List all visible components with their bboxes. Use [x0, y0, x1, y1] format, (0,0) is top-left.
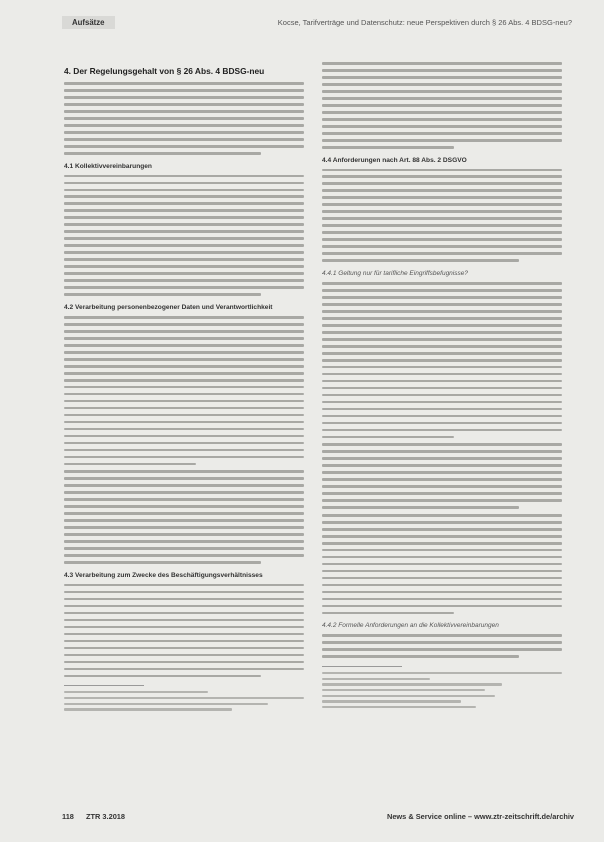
paragraph	[64, 584, 304, 677]
page-footer	[62, 812, 574, 821]
footnotes	[64, 691, 304, 710]
section-heading: 4. Der Regelungsgehalt von § 26 Abs. 4 BDSG-neu	[64, 66, 265, 76]
subheading: 4.4.1 Geltung nur für tarifliche Eingriffsbefugnisse?	[322, 269, 468, 277]
footnote-divider	[64, 685, 144, 686]
paragraph	[322, 282, 562, 438]
paragraph	[322, 62, 562, 149]
page-header	[62, 14, 572, 30]
journal-issue: ZTR 3.2018	[86, 812, 126, 821]
paragraph	[322, 634, 562, 658]
paragraph	[322, 169, 562, 262]
footer-link-text: News & Service online – www.ztr-zeitschrift.de/archiv	[386, 812, 574, 821]
subheading: 4.2 Verarbeitung personenbezogener Daten und Verantwortlichkeit	[64, 303, 273, 311]
subheading: 4.4 Anforderungen nach Art. 88 Abs. 2 DSGVO	[322, 156, 467, 164]
paragraph	[64, 82, 304, 155]
right-column	[322, 62, 562, 708]
subheading: 4.4.2 Formelle Anforderungen an die Kollektivvereinbarungen	[322, 622, 499, 630]
footnotes	[322, 672, 562, 708]
subheading: 4.1 Kollektivvereinbarungen	[64, 162, 152, 170]
paragraph	[322, 514, 562, 614]
paragraph	[64, 316, 304, 465]
page-number: 118	[62, 812, 74, 821]
left-column	[64, 66, 304, 711]
section-tag: Aufsätze	[62, 16, 115, 29]
footnote-divider	[322, 666, 402, 667]
paragraph	[322, 443, 562, 509]
paragraph	[64, 175, 304, 296]
subheading: 4.3 Verarbeitung zum Zwecke des Beschäftigungsverhältnisses	[64, 571, 263, 579]
running-title: Kocse, Tarifverträge und Datenschutz: neue Perspektiven durch § 26 Abs. 4 BDSG-neu?	[277, 17, 572, 27]
paragraph	[64, 470, 304, 563]
